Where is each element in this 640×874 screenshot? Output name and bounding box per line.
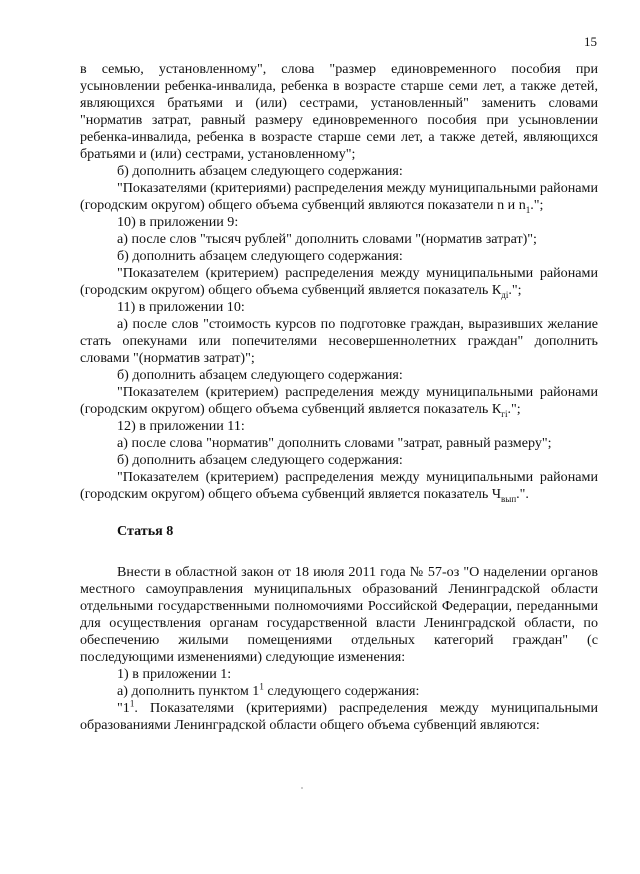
paragraph: Внести в областной закон от 18 июля 2011 года № 57-оз "О наделении органов местного самоуправления муниципальных образований Ленинградской области отдельными государственными полномочиями Российской Федерации, переданными для осуществления органам государственной власти Ленинградской области, по обеспечению жилыми помещениями отдельных категорий граждан" (с последующими изменениями) следующие изменения: bbox=[80, 564, 598, 665]
paragraph: а) после слов "стоимость курсов по подготовке граждан, выразивших желание стать опекунами или попечителями несовершеннолетних граждан" дополнить словами "(норматив затрат)"; bbox=[80, 316, 598, 366]
paragraph bbox=[80, 180, 598, 214]
paragraph-tail: ."; bbox=[508, 282, 522, 298]
list-item: 10) в приложении 9: bbox=[117, 214, 239, 230]
paragraph-text: "Показателем (критерием) распределения между муниципальными районами (городским округом) общего объема субвенций является показатель Ч bbox=[80, 469, 598, 502]
paragraph-text: "Показателем (критерием) распределения между муниципальными районами (городским округом) общего объема субвенций является показатель К bbox=[80, 265, 598, 298]
superscript: 1 bbox=[259, 681, 264, 692]
list-item: 12) в приложении 11: bbox=[117, 418, 245, 434]
paragraph bbox=[80, 469, 598, 503]
paragraph-tail: . Показателями (критериями) распределения между муниципальными образованиями Ленинградской области общего объема субвенций являются: bbox=[80, 700, 598, 733]
list-item: 1) в приложении 1: bbox=[117, 666, 232, 682]
subscript: гi bbox=[501, 408, 508, 419]
paragraph-text: "Показателями (критериями) распределения между муниципальными районами (городским округом) общего объема субвенций являются показатели n и n bbox=[80, 180, 598, 213]
subscript: дi bbox=[501, 289, 509, 300]
paragraph: а) после слов "тысяч рублей" дополнить словами "(норматив затрат)"; bbox=[117, 231, 537, 247]
paragraph-tail: .". bbox=[516, 486, 529, 502]
scan-speck bbox=[301, 787, 303, 789]
paragraph-tail: ."; bbox=[530, 197, 544, 213]
paragraph-text: "1 bbox=[117, 700, 130, 716]
paragraph bbox=[80, 683, 598, 700]
paragraph: в семью, установленному", слова "размер единовременного пособия при усыновлении ребенка-инвалида, ребенка в возрасте старше семи лет, а также детей, являющихся братьями и (или) сестрами, установленный" заменить словами "норматив затрат, равный размеру единовременного пособия при усыновлении ребенка-инвалида, ребенка в возрасте старше семи лет, а также детей, являющихся братьями и (или) сестрами, установленному"; bbox=[80, 61, 598, 162]
article-heading: Статья 8 bbox=[117, 523, 174, 539]
paragraph-text: а) дополнить пунктом 1 bbox=[117, 683, 260, 699]
list-item: 11) в приложении 10: bbox=[117, 299, 245, 315]
paragraph bbox=[80, 265, 598, 299]
paragraph-tail: ."; bbox=[507, 401, 521, 417]
paragraph-text: "Показателем (критерием) распределения между муниципальными районами (городским округом) общего объема субвенций является показатель К bbox=[80, 384, 598, 417]
document-body bbox=[80, 61, 598, 734]
paragraph-tail: следующего содержания: bbox=[263, 683, 420, 699]
paragraph: б) дополнить абзацем следующего содержания: bbox=[117, 367, 403, 383]
page-number: 15 bbox=[584, 34, 597, 49]
subscript: 1 bbox=[525, 204, 531, 215]
paragraph: б) дополнить абзацем следующего содержания: bbox=[117, 163, 403, 179]
paragraph: б) дополнить абзацем следующего содержания: bbox=[117, 452, 403, 468]
paragraph bbox=[80, 384, 598, 418]
subscript: вып bbox=[501, 493, 517, 504]
superscript: 1 bbox=[129, 698, 135, 709]
paragraph: б) дополнить абзацем следующего содержания: bbox=[117, 248, 403, 264]
paragraph: а) после слова "норматив" дополнить словами "затрат, равный размеру"; bbox=[117, 435, 552, 451]
paragraph bbox=[80, 700, 598, 734]
